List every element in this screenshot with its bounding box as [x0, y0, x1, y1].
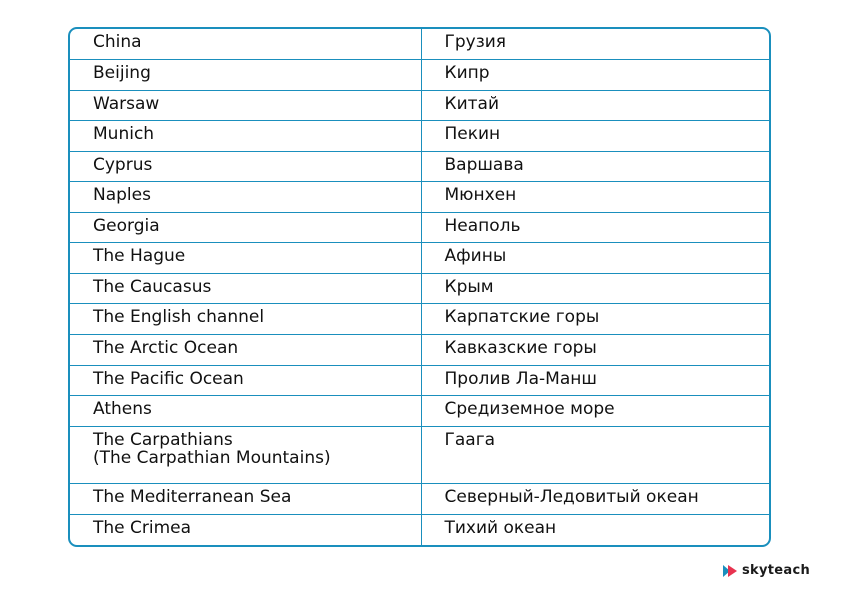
- english-cell: Naples: [70, 182, 421, 213]
- russian-cell: Северный-Ледовитый океан: [421, 484, 769, 515]
- russian-cell: Крым: [421, 273, 769, 304]
- russian-cell: Варшава: [421, 151, 769, 182]
- table-row: [70, 484, 769, 515]
- russian-cell: Карпатские горы: [421, 304, 769, 335]
- brand-name: skyteach: [742, 563, 811, 578]
- table-row: [70, 60, 769, 91]
- russian-cell: Грузия: [421, 29, 769, 60]
- english-cell: China: [70, 29, 421, 60]
- table-row: [70, 273, 769, 304]
- table-row: [70, 365, 769, 396]
- russian-cell: Гаага: [421, 426, 769, 484]
- table-row: [70, 29, 769, 60]
- table-row: [70, 334, 769, 365]
- english-cell: The Crimea: [70, 514, 421, 545]
- table-row: [70, 243, 769, 274]
- table-row: [70, 396, 769, 427]
- table-row: [70, 151, 769, 182]
- english-cell: Georgia: [70, 212, 421, 243]
- russian-cell: Афины: [421, 243, 769, 274]
- russian-cell: Мюнхен: [421, 182, 769, 213]
- english-cell: Cyprus: [70, 151, 421, 182]
- russian-cell: Неаполь: [421, 212, 769, 243]
- english-cell-line-1: The Carpathians: [93, 429, 233, 450]
- english-cell: The Mediterranean Sea: [70, 484, 421, 515]
- russian-cell: Пролив Ла-Манш: [421, 365, 769, 396]
- english-cell: The Arctic Ocean: [70, 334, 421, 365]
- table-row: [70, 426, 769, 484]
- table-row: [70, 304, 769, 335]
- play-logo-icon: [723, 565, 737, 577]
- russian-cell: Тихий океан: [421, 514, 769, 545]
- english-cell: The Hague: [70, 243, 421, 274]
- english-cell-line-2: (The Carpathian Mountains): [93, 447, 331, 468]
- english-cell: The Pacific Ocean: [70, 365, 421, 396]
- english-cell: [70, 426, 421, 484]
- english-cell: Munich: [70, 121, 421, 152]
- table-row: [70, 182, 769, 213]
- russian-cell: Кавказские горы: [421, 334, 769, 365]
- english-cell: The English channel: [70, 304, 421, 335]
- table-row: [70, 212, 769, 243]
- table-row: [70, 121, 769, 152]
- english-cell: Warsaw: [70, 90, 421, 121]
- russian-cell: Кипр: [421, 60, 769, 91]
- english-cell: Athens: [70, 396, 421, 427]
- russian-cell: Китай: [421, 90, 769, 121]
- russian-cell: Пекин: [421, 121, 769, 152]
- word-matching-table-frame: [68, 27, 771, 547]
- table-row: [70, 90, 769, 121]
- english-cell: The Caucasus: [70, 273, 421, 304]
- skyteach-logo: [723, 563, 810, 578]
- russian-cell: Средиземное море: [421, 396, 769, 427]
- word-matching-table: [70, 29, 769, 545]
- table-row: [70, 514, 769, 545]
- english-cell: Beijing: [70, 60, 421, 91]
